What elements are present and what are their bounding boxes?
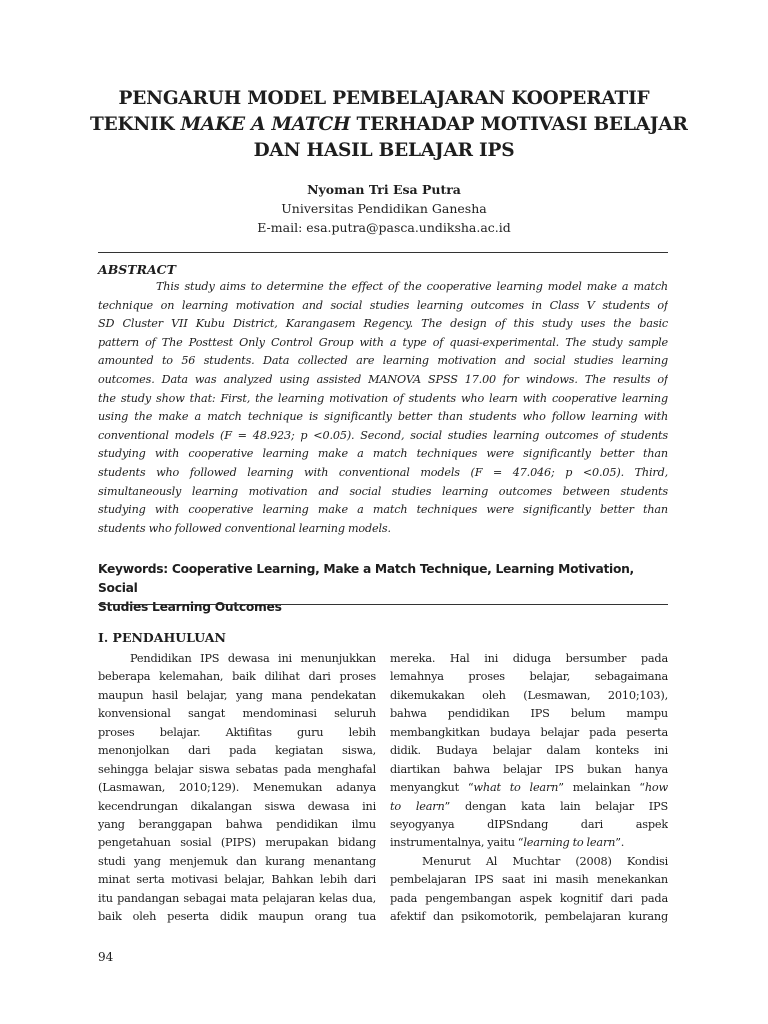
- italic-term: how: [644, 781, 668, 795]
- page-number: 94: [98, 950, 114, 964]
- abstract-line: conventional models (F = 48.923; p <0.05). Second, social studies learning outcomes of students: [98, 428, 668, 442]
- body-line: (Lasmawan, 2010;129). Menemukan adanya: [98, 781, 376, 795]
- abstract-line: This study aims to determine the effect of the cooperative learning model make a match: [156, 280, 668, 293]
- top-divider: [98, 252, 668, 253]
- body-line: membangkitkan budaya belajar pada peserta: [390, 725, 668, 739]
- keywords: [98, 560, 668, 617]
- abstract-line: students who followed learning with conventional models (F = 47.046; p <0.05). Third,: [98, 465, 668, 479]
- body-line: lemahnya proses belajar, sebagaimana: [390, 670, 668, 684]
- body-line: sehingga belajar siswa sebatas pada menghafal: [98, 762, 376, 776]
- title-line-3: DAN HASIL BELAJAR IPS: [253, 140, 515, 161]
- bottom-divider: [98, 604, 668, 605]
- body-line: minat serta motivasi belajar, Bahkan lebih dari: [98, 873, 376, 887]
- title-line-2-prefix: TEKNIK: [90, 114, 181, 135]
- body-line: [390, 834, 668, 852]
- abstract-line: amounted to 56 students. Data collected are learning motivation and social studies learning: [98, 354, 668, 368]
- abstract-line: technique on learning motivation and social studies learning outcomes in Class V students of: [98, 298, 668, 312]
- body-line: [390, 798, 668, 816]
- body-line: dikemukakan oleh (Lesmawan, 2010;103),: [390, 688, 668, 702]
- italic-term: what to learn: [473, 781, 559, 795]
- body-line: mereka. Hal ini diduga bersumber pada: [390, 652, 668, 665]
- keywords-line-2: Studies Learning Outcomes: [98, 600, 282, 614]
- author-block: [90, 180, 678, 237]
- title-line-2-suffix: TERHADAP MOTIVASI BELAJAR: [350, 114, 688, 135]
- abstract-line: students who followed conventional learning models.: [98, 521, 391, 535]
- body-line: studi yang menjemuk dan kurang menantang: [98, 854, 376, 868]
- body-line: kecendrungan dikalangan siswa dewasa ini: [98, 799, 376, 813]
- body-line: Menurut Al Muchtar (2008) Kondisi: [422, 854, 668, 868]
- body-line: pengetahuan sosial (PIPS) merupakan bidang: [98, 836, 376, 850]
- author-affiliation: Universitas Pendidikan Ganesha: [281, 201, 487, 216]
- abstract-line: studying with cooperative learning make a match techniques were significantly better than: [98, 503, 668, 517]
- abstract-line: outcomes. Data was analyzed using assisted MANOVA SPSS 17.00 for windows. The results of: [98, 372, 668, 386]
- body-fragment: ”.: [615, 836, 625, 850]
- body-line: pada pengembangan aspek kognitif dari pada: [390, 891, 668, 905]
- body-line: [390, 779, 668, 797]
- keywords-line-1: Keywords: Cooperative Learning, Make a Match Technique, Learning Motivation, Social: [98, 562, 634, 595]
- abstract-line: pattern of The Posttest Only Control Group with a type of quasi-experimental. The study sample: [98, 335, 668, 349]
- body-line: itu pandangan sebagai mata pelajaran kelas dua,: [98, 891, 376, 905]
- author-name: Nyoman Tri Esa Putra: [307, 182, 461, 197]
- body-line: beberapa kelemahan, baik dilihat dari proses: [98, 670, 376, 684]
- abstract-body: [98, 278, 668, 538]
- italic-term: learning to learn: [523, 836, 616, 850]
- author-email: E-mail: esa.putra@pasca.undiksha.ac.id: [257, 220, 511, 235]
- body-fragment: instrumentalnya, yaitu “: [390, 836, 524, 850]
- body-line: didik. Budaya belajar dalam konteks ini: [390, 744, 668, 758]
- body-line: maupun hasil belajar, yang mana pendekatan: [98, 688, 376, 702]
- section-heading: I. PENDAHULUAN: [98, 630, 226, 645]
- abstract-line: using the make a match technique is significantly better than students who follow learning with: [98, 410, 668, 424]
- italic-term: to learn: [390, 799, 445, 813]
- title-line-1: PENGARUH MODEL PEMBELAJARAN KOOPERATIF: [118, 88, 650, 109]
- body-line: afektif dan psikomotorik, pembelajaran kurang: [390, 910, 668, 924]
- body-line: Pendidikan IPS dewasa ini menunjukkan: [130, 652, 376, 665]
- body-line: proses belajar. Aktifitas guru lebih: [98, 725, 376, 739]
- body-fragment: ” melainkan “: [558, 781, 645, 795]
- body-fragment: menyangkut “: [390, 781, 474, 795]
- body-line: konvensional sangat mendominasi seluruh: [98, 707, 376, 721]
- abstract-line: SD Cluster VII Kubu District, Karangasem Regency. The design of this study uses the basic: [98, 317, 668, 331]
- body-line: bahwa pendidikan IPS belum mampu: [390, 707, 668, 721]
- left-column: [98, 650, 376, 927]
- body-line: seyogyanya dIPSndang dari aspek: [390, 817, 668, 831]
- title-italic-phrase: MAKE A MATCH: [180, 114, 351, 135]
- title-line-2: [90, 112, 688, 138]
- abstract-line: studying with cooperative learning make a match techniques were significantly better than: [98, 447, 668, 461]
- body-line: yang beranggapan bahwa pendidikan ilmu: [98, 817, 376, 831]
- abstract-heading: ABSTRACT: [98, 262, 176, 277]
- body-fragment: ” dengan kata lain belajar IPS: [444, 799, 668, 813]
- abstract-line: the study show that: First, the learning motivation of students who learn with cooperative learning: [98, 391, 668, 405]
- paper-title: [90, 86, 688, 164]
- abstract-line: simultaneously learning motivation and social studies learning outcomes between students: [98, 484, 668, 498]
- body-line: diartikan bahwa belajar IPS bukan hanya: [390, 762, 668, 776]
- body-line: menonjolkan dari pada kegiatan siswa,: [98, 744, 376, 758]
- body-line: pembelajaran IPS saat ini masih menekankan: [390, 873, 668, 887]
- body-line: baik oleh peserta didik maupun orang tua: [98, 910, 376, 924]
- right-column: [390, 650, 668, 927]
